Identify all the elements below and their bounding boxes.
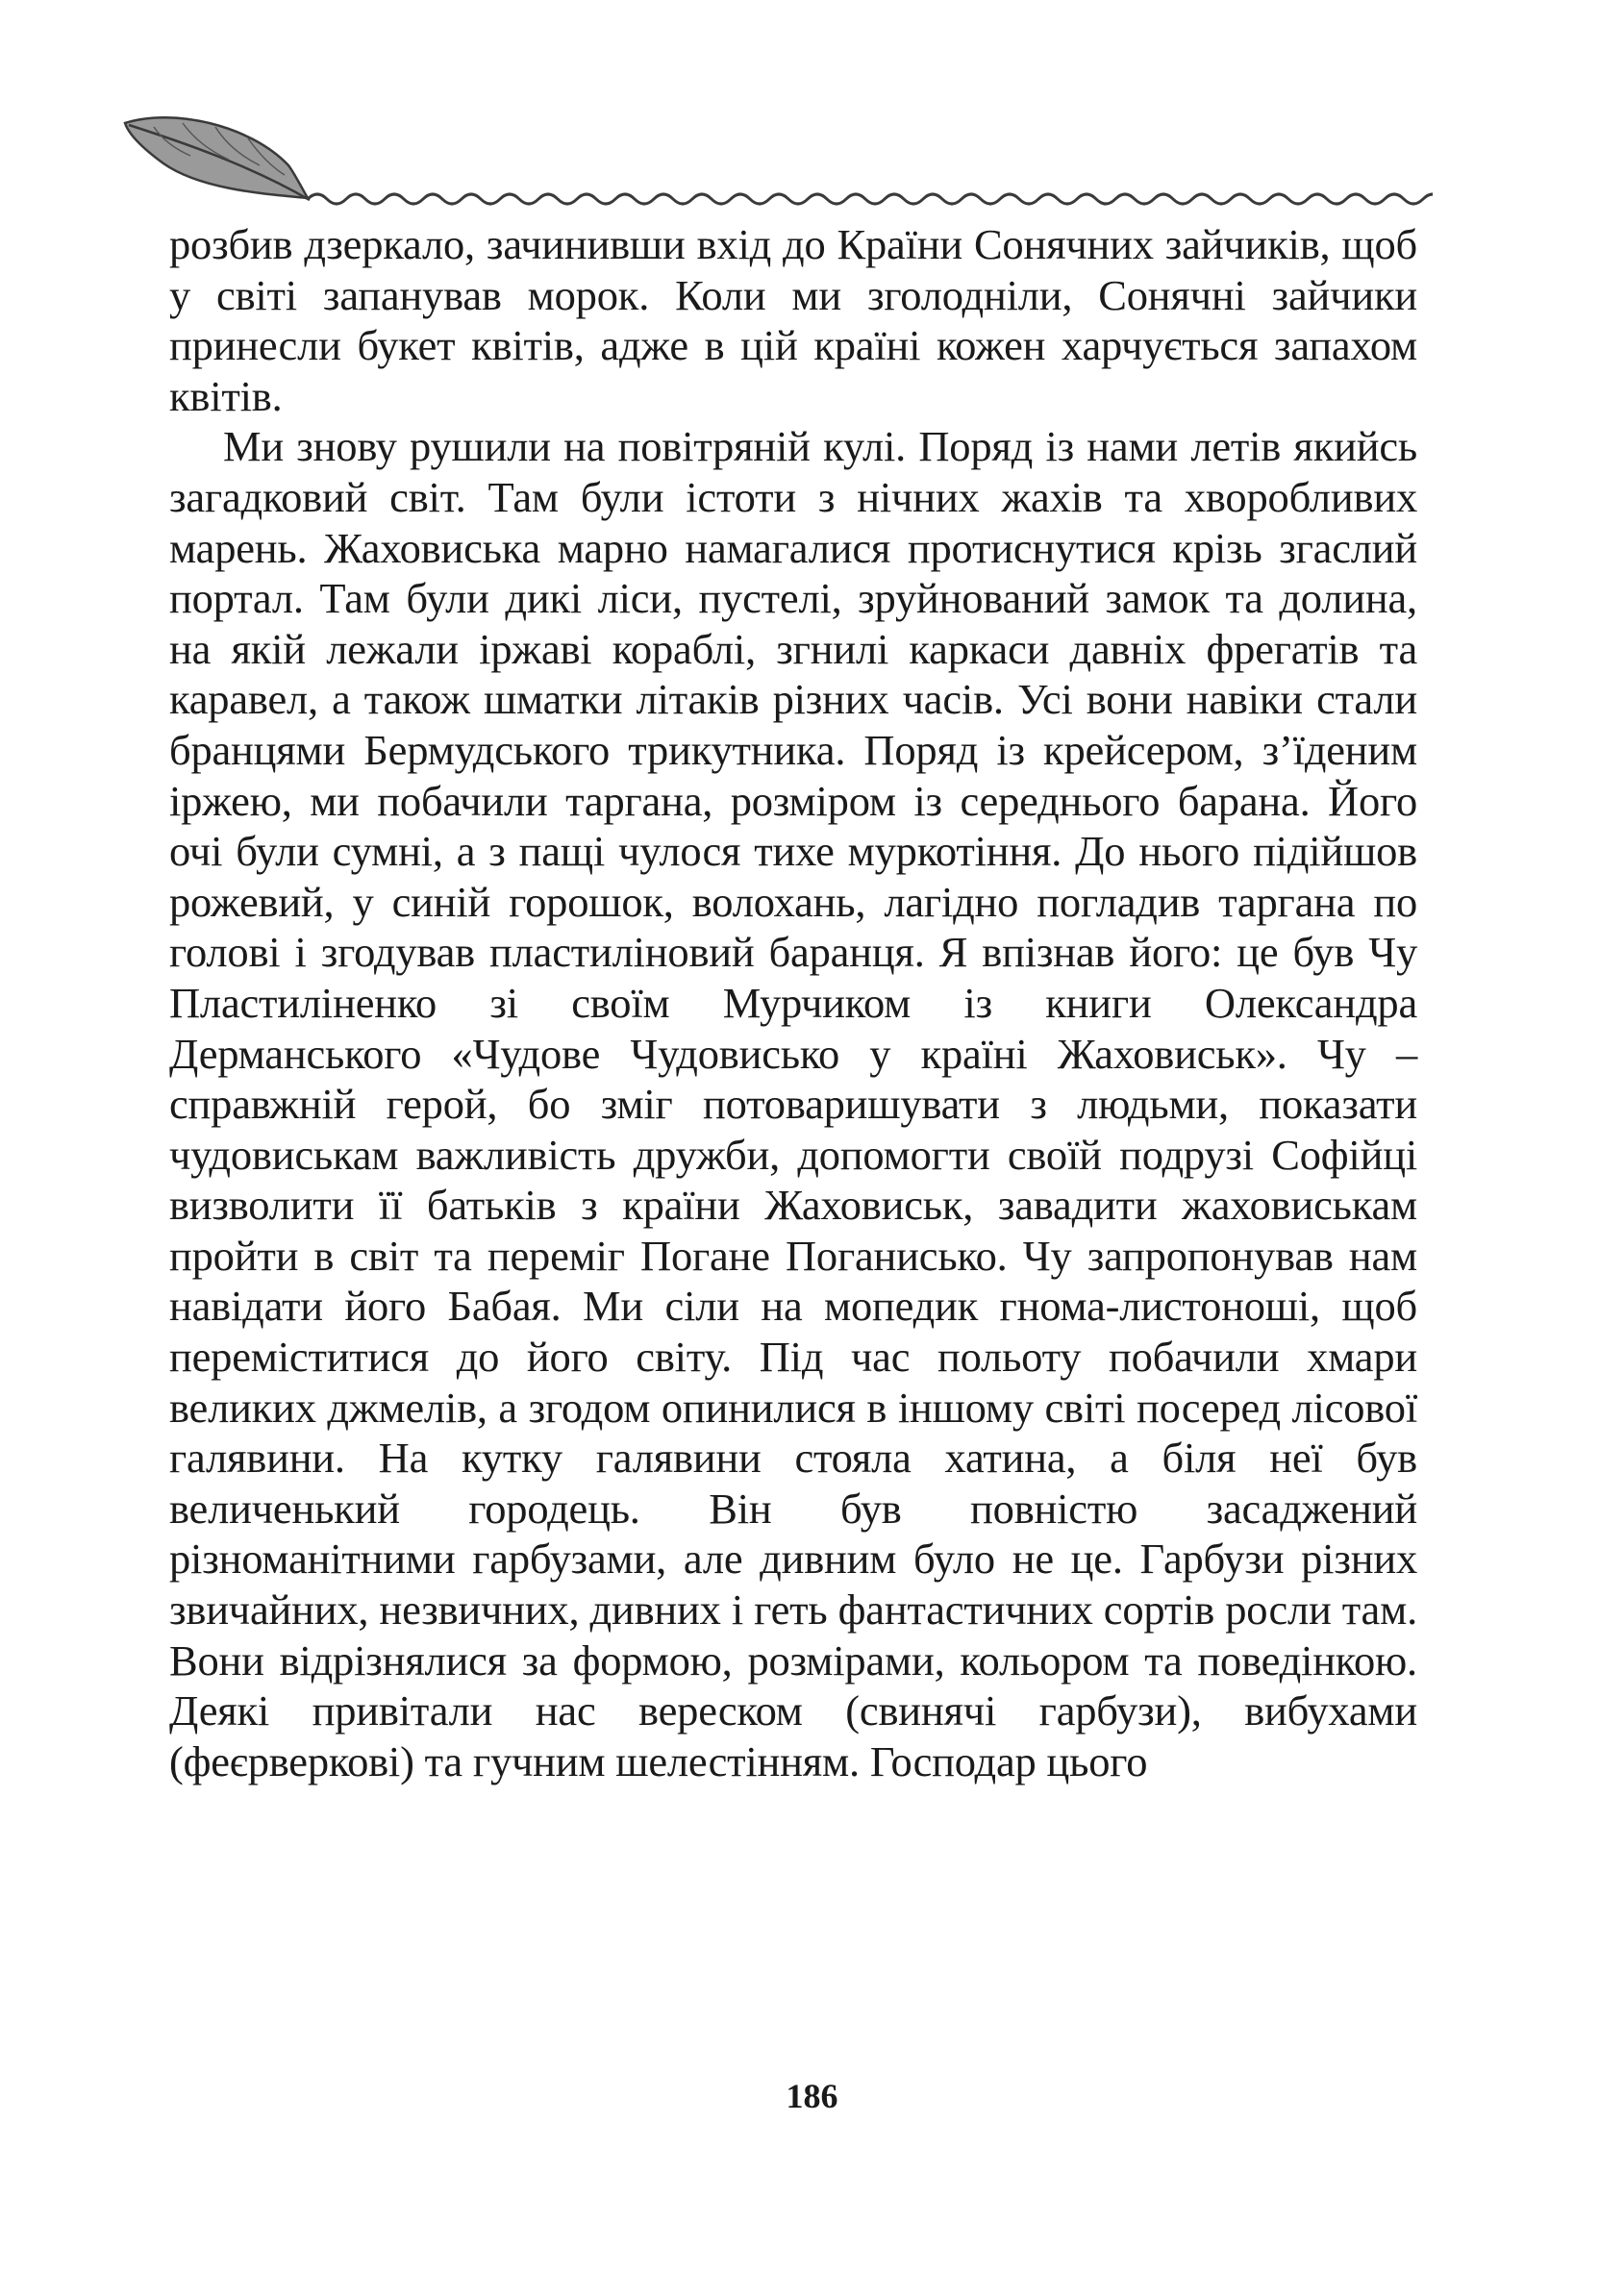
paragraph-1: розбив дзеркало, зачинивши вхід до Країни Сонячних зайчиків, щоб у світі запанував морок. Коли ми зголодніли, Сонячні зайчики принесли букет квітів, адже в цій країні кожен харчується запахом квітів. (169, 220, 1417, 420)
body-text (169, 219, 1417, 1786)
paragraph-2: Ми знову рушили на повітряній кулі. Поряд із нами летів якийсь загадковий світ. Там були істоти з нічних жахів та хворобливих марень. Жаховиська марно намагалися протиснутися крізь згаслий портал. Там були дикі ліси, пустелі, зруйнований замок та долина, на якій лежали іржаві кораблі, згнилі каркаси давніх фрегатів та каравел, а також шматки літаків різних часів. Усі вони навіки стали бранцями Бермудського трикутника. Поряд із крейсером, з’їденим іржею, ми побачили таргана, розміром із середнього барана. Його очі були сумні, а з пащі чулося тихе муркотіння. До нього підійшов рожевий, у синій горошок, волохань, лагідно погладив таргана по голові і згодував пластиліновий баранця. Я впізнав його: це був Чу Пластиліненко зі своїм Мурчиком із книги Олександра Дерманського «Чудове Чудовисько у країні Жаховиськ». Чу – справжній герой, бо зміг потоваришувати з людьми, показати чудовиськам важливість дружби, допомогти своїй подрузі Софійці визволити її батьків з країни Жаховиськ, завадити жаховиськам пройти в світ та переміг Погане Поганисько. Чу запропонував нам навідати його Бабая. Ми сіли на мопедик гнома-листоноші, щоб переміститися до його світу. Під час польоту побачили хмари великих джмелів, а згодом опинилися в іншому світі посеред лісової галявини. На кутку галявини стояла хатина, а біля неї був величенький городець. Він був повністю засаджений різноманітними гарбузами, але дивним було не це. Гарбузи різних звичайних, незвичних, дивних і геть фантастичних сортів росли там. Вони відрізнялися за формою, розмірами, кольором та поведінкою. Деякі привітали нас вереском (свинячі гарбузи), вибухами (феєрверкові) та гучним шелестінням. Господар цього (169, 422, 1417, 1785)
header-ornament (115, 106, 1433, 212)
page-number: 186 (786, 2077, 838, 2115)
feather-quill-icon (125, 117, 310, 200)
wavy-divider (308, 194, 1433, 204)
